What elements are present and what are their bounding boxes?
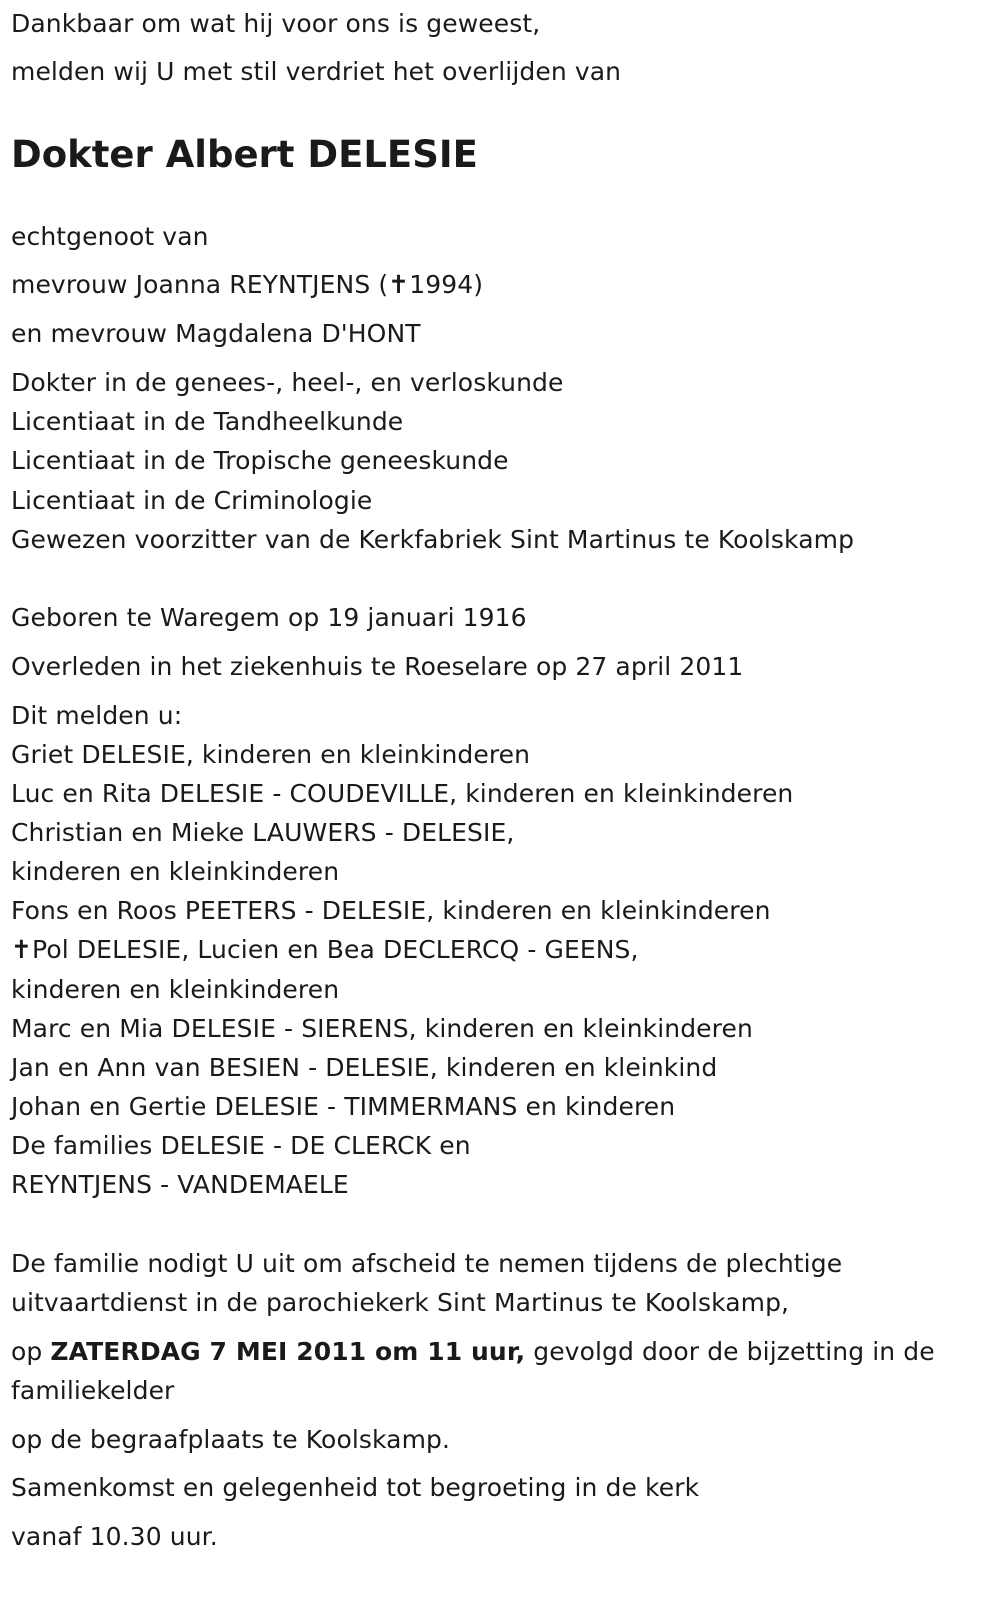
meeting-line-2: vanaf 10.30 uur. (11, 1522, 218, 1551)
funeral-date-suffix: gevolgd door de bijzetting in de (525, 1337, 935, 1366)
funeral-date-bold: ZATERDAG 7 MEI 2011 om 11 uur, (50, 1337, 526, 1366)
family-line-10: Johan en Gertie DELESIE - TIMMERMANS en kinderen (11, 1092, 676, 1121)
title-line-4: Licentiaat in de Criminologie (11, 486, 373, 515)
family-line-7: kinderen en kleinkinderen (11, 975, 340, 1004)
spouse-line-2: mevrouw Joanna REYNTJENS (✝1994) (11, 270, 484, 299)
invite-line-1: De familie nodigt U uit om afscheid te nemen tijdens de plechtige (11, 1249, 843, 1278)
spouse-line-1: echtgenoot van (11, 222, 209, 251)
title-line-2: Licentiaat in de Tandheelkunde (11, 407, 404, 436)
invite-line-2: uitvaartdienst in de parochiekerk Sint Martinus te Koolskamp, (11, 1288, 790, 1317)
title-line-5: Gewezen voorzitter van de Kerkfabriek Sint Martinus te Koolskamp (11, 525, 855, 554)
family-line-2: Luc en Rita DELESIE - COUDEVILLE, kinderen en kleinkinderen (11, 779, 794, 808)
funeral-date-continuation: familiekelder (11, 1376, 175, 1405)
intro-line-1: Dankbaar om wat hij voor ons is geweest, (11, 9, 541, 38)
family-line-3: Christian en Mieke LAUWERS - DELESIE, (11, 818, 515, 847)
spouse-line-3: en mevrouw Magdalena D'HONT (11, 319, 421, 348)
death-line: Overleden in het ziekenhuis te Roeselare op 27 april 2011 (11, 652, 744, 681)
birth-line: Geboren te Waregem op 19 januari 1916 (11, 603, 527, 632)
title-line-1: Dokter in de genees-, heel-, en verloskunde (11, 368, 564, 397)
funeral-date-line (11, 1337, 935, 1367)
announcers-intro: Dit melden u: (11, 701, 183, 730)
deceased-name: Dokter Albert DELESIE (11, 133, 478, 176)
family-line-8: Marc en Mia DELESIE - SIERENS, kinderen en kleinkinderen (11, 1014, 753, 1043)
meeting-line-1: Samenkomst en gelegenheid tot begroeting in de kerk (11, 1473, 700, 1502)
intro-line-2: melden wij U met stil verdriet het overlijden van (11, 57, 622, 86)
family-line-6: ✝Pol DELESIE, Lucien en Bea DECLERCQ - GEENS, (11, 935, 639, 964)
family-line-1: Griet DELESIE, kinderen en kleinkinderen (11, 740, 531, 769)
family-line-11: De families DELESIE - DE CLERCK en (11, 1131, 471, 1160)
family-line-4: kinderen en kleinkinderen (11, 857, 340, 886)
title-line-3: Licentiaat in de Tropische geneeskunde (11, 446, 509, 475)
family-line-9: Jan en Ann van BESIEN - DELESIE, kinderen en kleinkind (11, 1053, 718, 1082)
funeral-date-prefix: op (11, 1337, 51, 1366)
family-line-5: Fons en Roos PEETERS - DELESIE, kinderen en kleinkinderen (11, 896, 771, 925)
family-line-12: REYNTJENS - VANDEMAELE (11, 1170, 349, 1199)
funeral-place: op de begraafplaats te Koolskamp. (11, 1425, 451, 1454)
